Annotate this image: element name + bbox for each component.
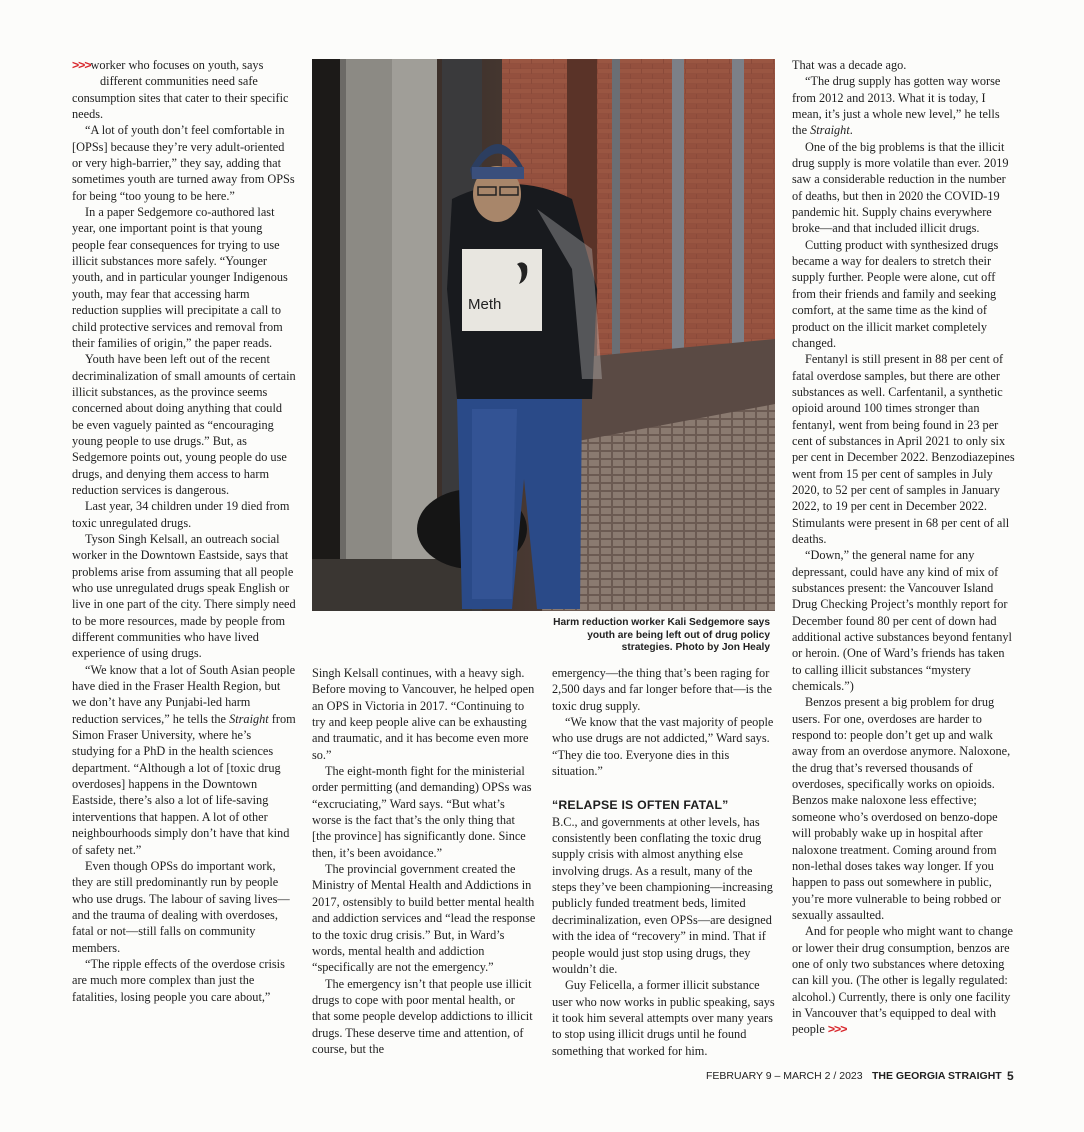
paragraph: Even though OPSs do important work, they are still predominantly run by people who use drugs. The labour of saving lives—and the trauma of dealing with overdoses, fatal or not—still falls on community members. [72, 858, 290, 955]
text-span: “The drug supply has gotten way worse from 2012 and 2013. What it is today, I mean, it’s just a whole new level,” he tells the [792, 74, 1001, 138]
text-span: . [849, 123, 853, 138]
paragraph: Fentanyl is still present in 88 per cent of fatal overdose samples, but there are other substances as well. Carfentanil, a synthetic opioid around 100 times stronger than fentanyl, went from being found in 23 per cent of substances in April 2021 to only six per cent in December 2022. Benzodiazepines went from 15 per cent of samples in July 2020, to 52 per cent of samples in January 2022, to 19 per cent in December 2022. Stimulants were present in 68 per cent of all deaths. [792, 352, 1015, 546]
paragraph: Singh Kelsall continues, with a heavy sigh. Before moving to Vancouver, he helped open an OPS in Victoria in 2017. “Continuing to try and keep people alive can be exhausting and traumatic, and it has become even more so.” [312, 666, 535, 762]
lead-paragraph [72, 57, 296, 122]
text-span: “We know that a lot of South Asian people have died in the Fraser Health Region, but we don’t have any Punjabi-led harm reduction services,” he tells the [72, 662, 296, 726]
paragraph: In a paper Sedgemore co-authored last year, one important point is that young people fear consequences for trying to use illicit substances more safely. “Younger youth, and in particular younger Indigenous youth, may fear that accessing harm reduction supplies will precipitate a call to child protective services and removal from their families of origin,” the paper reads. [72, 205, 288, 350]
paragraph [792, 923, 1016, 1037]
lead-rest: different communities need safe consumption sites that cater to their specific needs. [72, 74, 289, 122]
continuation-marker: >>> [72, 58, 91, 72]
photo-caption: Harm reduction worker Kali Sedgemore says youth are being left out of drug policy strategies. Photo by Jon Healy [553, 617, 770, 653]
footer-date: FEBRUARY 9 – MARCH 2 / 2023 [706, 1070, 863, 1082]
page-number: 5 [1007, 1069, 1014, 1083]
section-subhead: “RELAPSE IS OFTEN FATAL” [552, 798, 729, 813]
paragraph: Youth have been left out of the recent decriminalization of small amounts of certain illicit substances, as the province seems concerned about doing anything that could be even vaguely painted as “encouraging young people to use drugs.” But, as Sedgemore points out, young people do use drugs, and denying them access to harm reduction services is dangerous. [72, 352, 296, 497]
paragraph: The emergency isn’t that people use illicit drugs to cope with poor mental health, or that some people develop addictions to illicit drugs. These deserve time and attention, of course, but the [312, 976, 533, 1056]
paragraph: Last year, 34 children under 19 died from toxic unregulated drugs. [72, 499, 290, 530]
paragraph: That was a decade ago. [792, 58, 907, 72]
paragraph [792, 73, 1016, 138]
article-column-3 [552, 665, 776, 1059]
paragraph: “The ripple effects of the overdose crisis are much more complex than just the fatalities, losing people you care about,” [72, 956, 285, 1004]
text-span: from Simon Fraser University, where he’s studying for a PhD in the health sciences department. “Although a lot of [toxic drug overdoses] happens in the Downtown Eastside, there’s also a lot of life-saving interventions that happen. A lot of other neighbourhoods simply don’t have that kind of safety net.” [72, 711, 296, 857]
paragraph: The provincial government created the Ministry of Mental Health and Addictions in 2017, ostensibly to build better mental health and addiction services and “lead the response to the toxic drug crisis.” But, in Ward’s words, mental health and addiction “specifically are not the emergency.” [312, 862, 536, 975]
continuation-marker-end: >>> [827, 1022, 847, 1037]
hoodie-text: Meth [468, 296, 502, 313]
article-column-4 [792, 57, 1016, 1038]
paragraph: Benzos present a big problem for drug users. For one, overdoses are harder to respond to: people don’t get up and walk away from an overdose anymore. Naloxone, the drug that’s reversed thousands of overdoses, specifically works on opioids. Benzos make naloxone less effective; someone who’s overdosed on benzo-dope will probably wake up in hospital after naloxone treatment. Coming around from non-lethal doses takes way longer. If you happen to pass out somewhere in public, you’re more vulnerable to being robbed or sexually assaulted. [792, 695, 1011, 922]
article-column-2 [312, 665, 536, 1057]
paragraph: “A lot of youth don’t feel comfortable in [OPSs] because they’re very adult-oriented or very high-barrier,” they say, adding that sometimes youth are turned away from OPSs for being “too young to be here.” [72, 123, 295, 203]
article-photo [312, 59, 775, 611]
paragraph: Guy Felicella, a former illicit substance user who now works in public speaking, says it took him several attempts over many years to stop using illicit drugs until he found something that worked for him. [552, 978, 775, 1058]
paragraph: One of the big problems is that the illicit drug supply is more volatile than ever. 2019 saw a considerable reduction in the number of deaths, but then in 2020 the COVID-19 pandemic hit. Supply chains everywhere broke—and that included illicit drugs. [792, 139, 1009, 236]
text-span: And for people who might want to change or lower their drug consumption, benzos are one of only two substances where detoxing can kill you. (The other is legally regulated: alcohol.) Currently, there is only one facility in Vancouver that’s equipped to deal with people [792, 924, 1013, 1037]
article-column-1 [72, 57, 296, 1005]
paragraph: Tyson Singh Kelsall, an outreach social worker in the Downtown Eastside, says that problems arise from assuming that all people who use unregulated drugs speak English or live in one part of the city. There simply need to be more resources, made by people from different communities who have lived experience of using drugs. [72, 531, 296, 661]
paragraph: “Down,” the general name for any depressant, could have any kind of mix of substances present: the Vancouver Island Drug Checking Project’s monthly report for December found 80 per cent of down had additional active substances beyond fentanyl or heroin. (One of Ward’s friends has taken to calling illicit substances “mystery chemicals.”) [792, 548, 1012, 694]
paragraph: emergency—the thing that’s been raging for 2,500 days and far longer before that—is the toxic drug supply. [552, 666, 772, 713]
lead-line: worker who focuses on youth, says [90, 58, 264, 72]
italic-publication: Straight [229, 711, 269, 726]
paragraph: B.C., and governments at other levels, has consistently been conflating the toxic drug supply crisis with almost anything else involving drugs. As a result, many of the steps they’ve been championing—increasing publicly funded treatment beds, limited decriminalization, even OPSs—are designed with the idea of “recovery” in mind. That if people would just stop using drugs, they wouldn’t die. [552, 814, 773, 976]
paragraph [72, 662, 296, 858]
italic-publication: Straight [810, 123, 850, 138]
footer-publication: THE GEORGIA STRAIGHT [872, 1070, 1002, 1082]
paragraph: The eight-month fight for the ministerial order permitting (and demanding) OPSs was “excruciating,” Ward says. “But what’s worse is the fact that’s the only thing that [the province] has significantly done. Since then, it’s been avoidance.” [312, 764, 532, 860]
paragraph: “We know that the vast majority of people who use drugs are not addicted,” Ward says. “They die too. Everyone dies in this situation.” [552, 715, 774, 779]
photo-illustration [312, 59, 775, 611]
paragraph: Cutting product with synthesized drugs became a way for dealers to stretch their supply further. People were alone, cut off from their friends and family and seeking comfort, at the same time as the kind of product on the illicit market completely changed. [792, 237, 999, 350]
